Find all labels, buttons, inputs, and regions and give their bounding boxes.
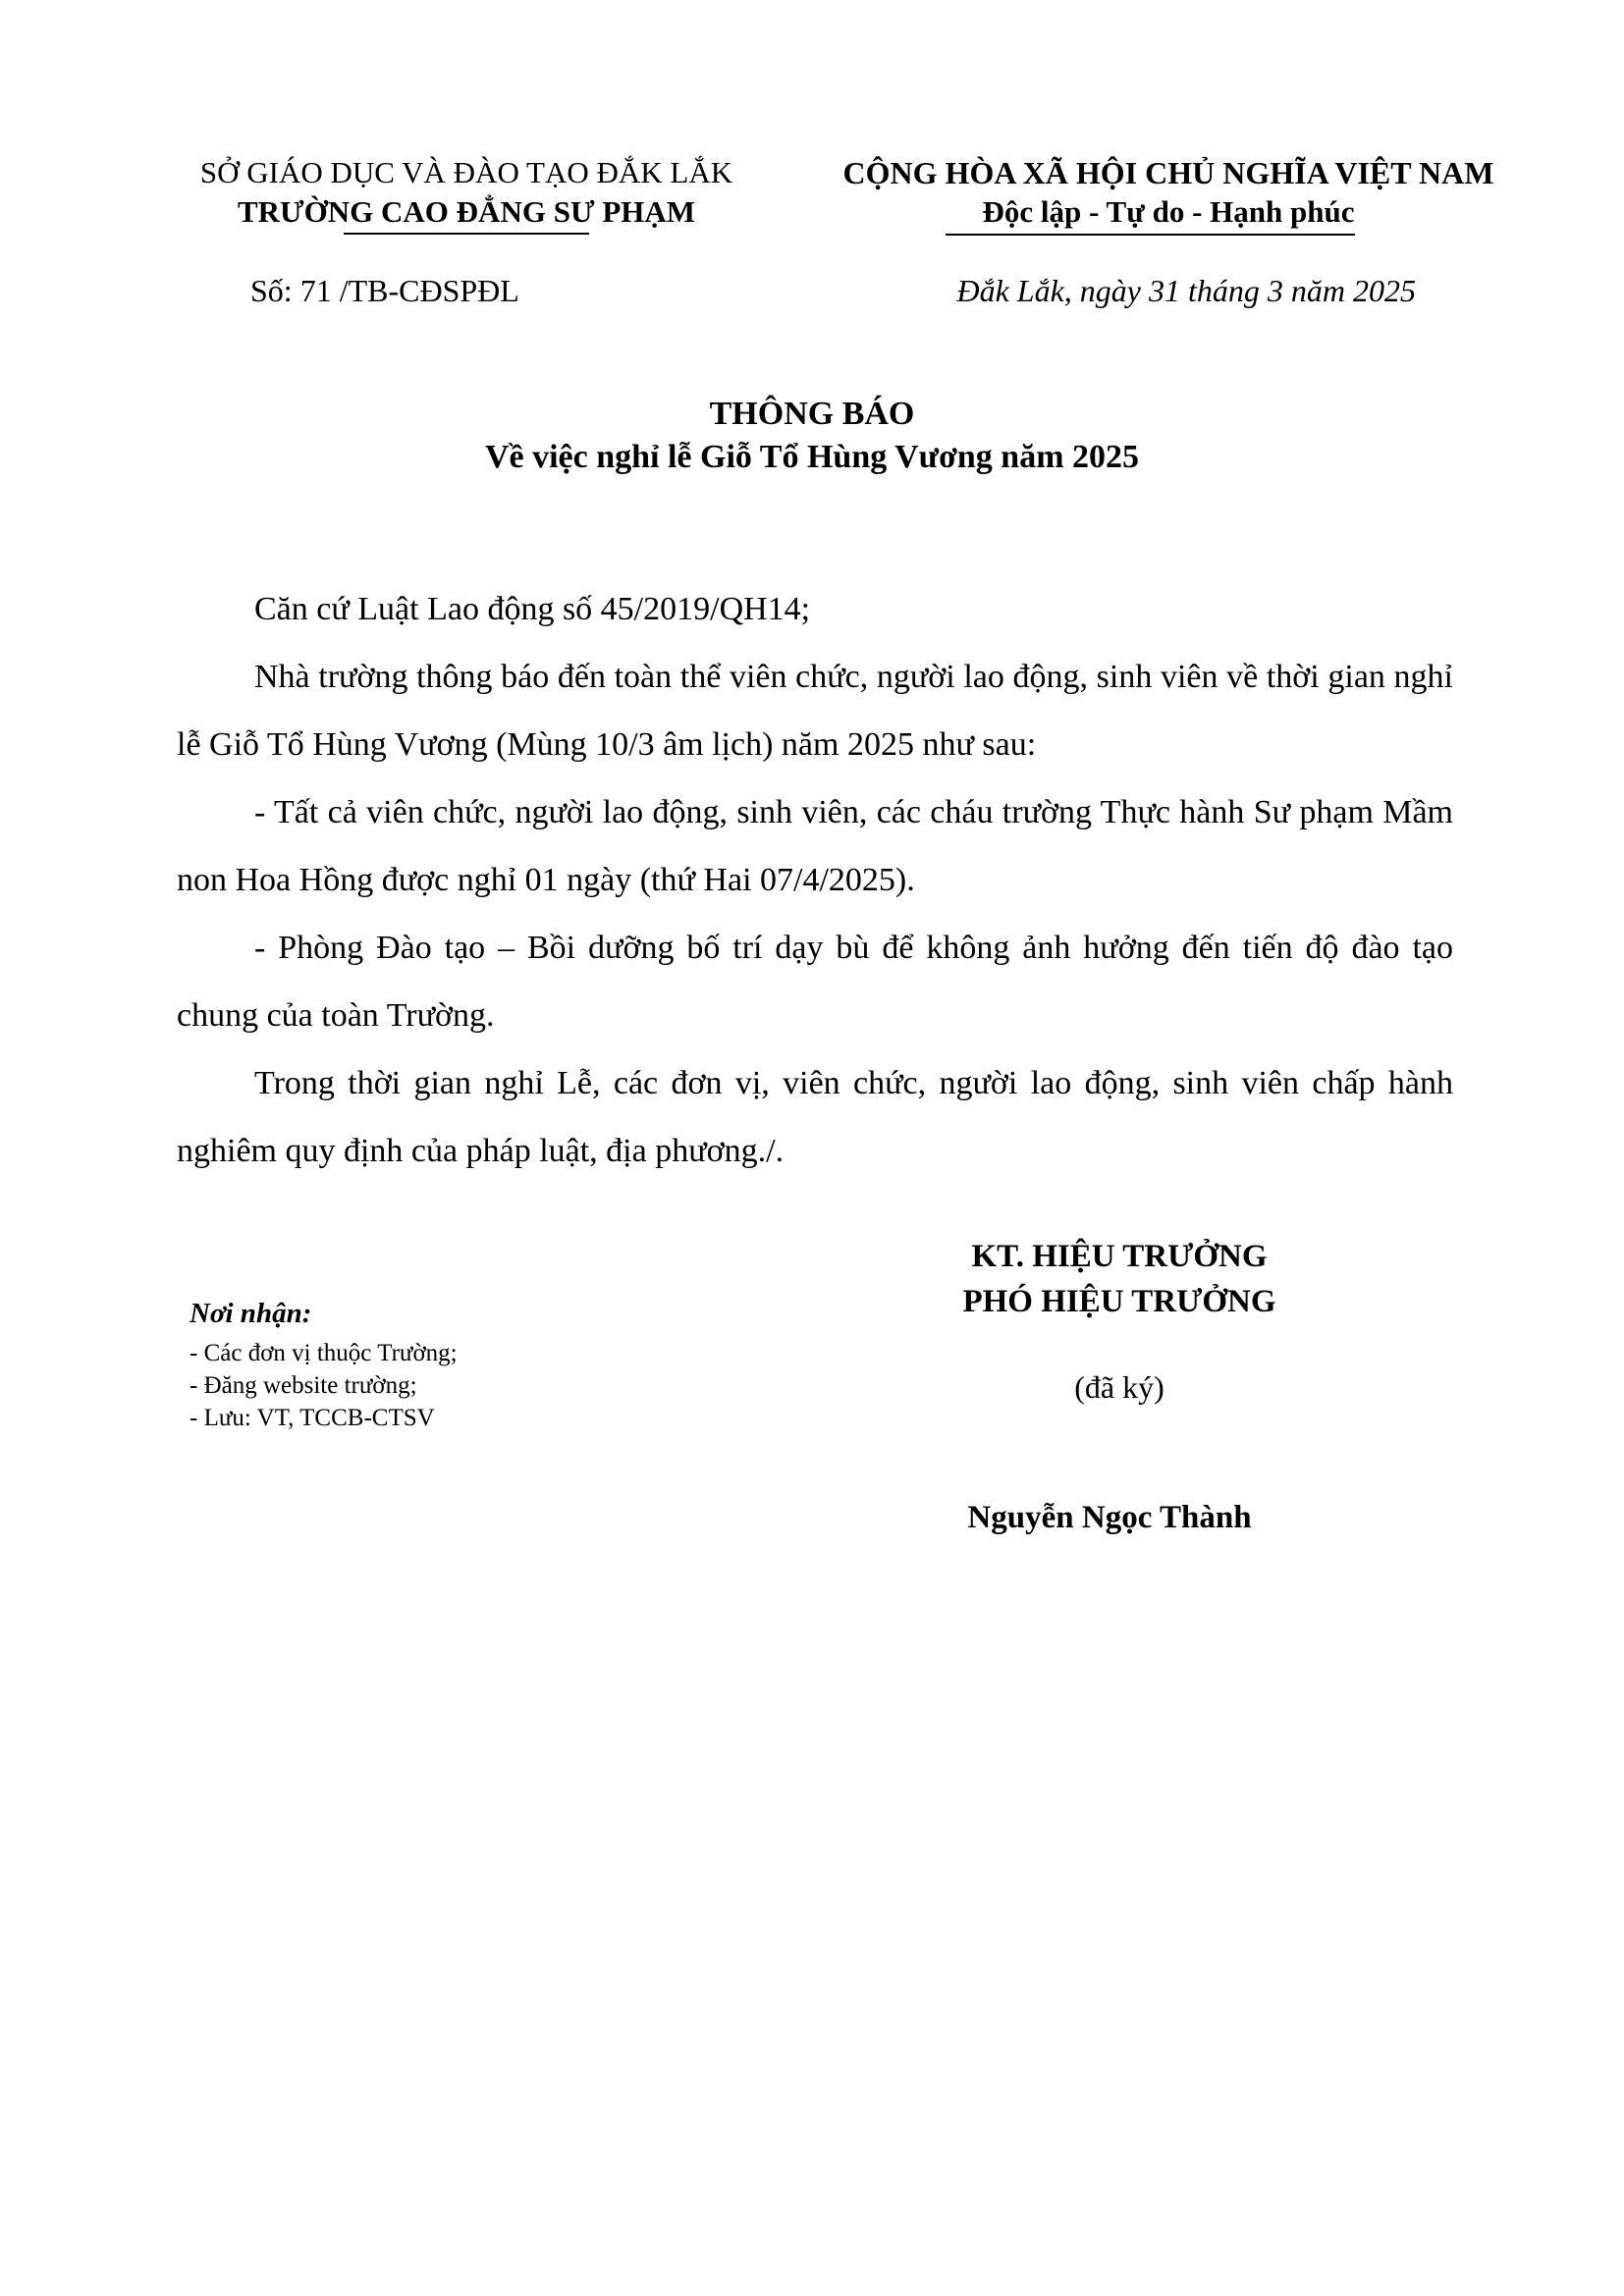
recipient-item: - Các đơn vị thuộc Trường;: [189, 1340, 458, 1366]
recipients-title: Nơi nhận:: [189, 1298, 312, 1329]
national-title: CỘNG HÒA XÃ HỘI CHỦ NGHĨA VIỆT NAM: [842, 155, 1494, 190]
body-paragraph: Trong thời gian nghỉ Lễ, các đơn vị, viên chức, người lao động, sinh viên chấp hành nghiêm quy định của pháp luật, địa phương./.: [177, 1065, 1453, 1169]
signed-note: (đã ký): [1074, 1369, 1164, 1405]
body-paragraph: - Tất cả viên chức, người lao động, sinh viên, các cháu trường Thực hành Sư phạm Mầm non Hoa Hồng được nghỉ 01 ngày (thứ Hai 07/4/2025).: [177, 794, 1453, 898]
school-name: TRƯỜNG CAO ĐẲNG SƯ PHẠM: [237, 194, 696, 229]
document-number: Số: 71 /TB-CĐSPĐL: [250, 273, 519, 308]
body-paragraph: Nhà trường thông báo đến toàn thể viên chức, người lao động, sinh viên về thời gian nghỉ lễ Giỗ Tổ Hùng Vương (Mùng 10/3 âm lịch) năm 2025 như sau:: [177, 659, 1453, 763]
recipient-item: - Lưu: VT, TCCB-CTSV: [189, 1405, 435, 1431]
signer-name: Nguyễn Ngọc Thành: [967, 1500, 1252, 1535]
ministry-name: SỞ GIÁO DỤC VÀ ĐÀO TẠO ĐẮK LẮK: [199, 155, 733, 189]
national-motto: Độc lập - Tự do - Hạnh phúc: [982, 194, 1355, 229]
document-body: [177, 575, 1453, 1185]
motto-underline: [946, 234, 1355, 236]
signer-role-secondary: PHÓ HIỆU TRƯỞNG: [962, 1284, 1276, 1319]
school-underline: [344, 233, 589, 235]
body-paragraph: Căn cứ Luật Lao động số 45/2019/QH14;: [254, 591, 811, 627]
document-date: Đắk Lắk, ngày 31 tháng 3 năm 2025: [956, 273, 1416, 308]
document-subtitle: Về việc nghỉ lễ Giỗ Tổ Hùng Vương năm 2025: [484, 439, 1140, 475]
body-paragraph: - Phòng Đào tạo – Bồi dưỡng bố trí dạy bù để không ảnh hưởng đến tiến độ đào tạo chung của toàn Trường.: [177, 930, 1453, 1034]
document-title: THÔNG BÁO: [709, 396, 915, 432]
signer-role-primary: KT. HIỆU TRƯỞNG: [971, 1239, 1268, 1274]
recipient-item: - Đăng website trường;: [189, 1372, 417, 1399]
